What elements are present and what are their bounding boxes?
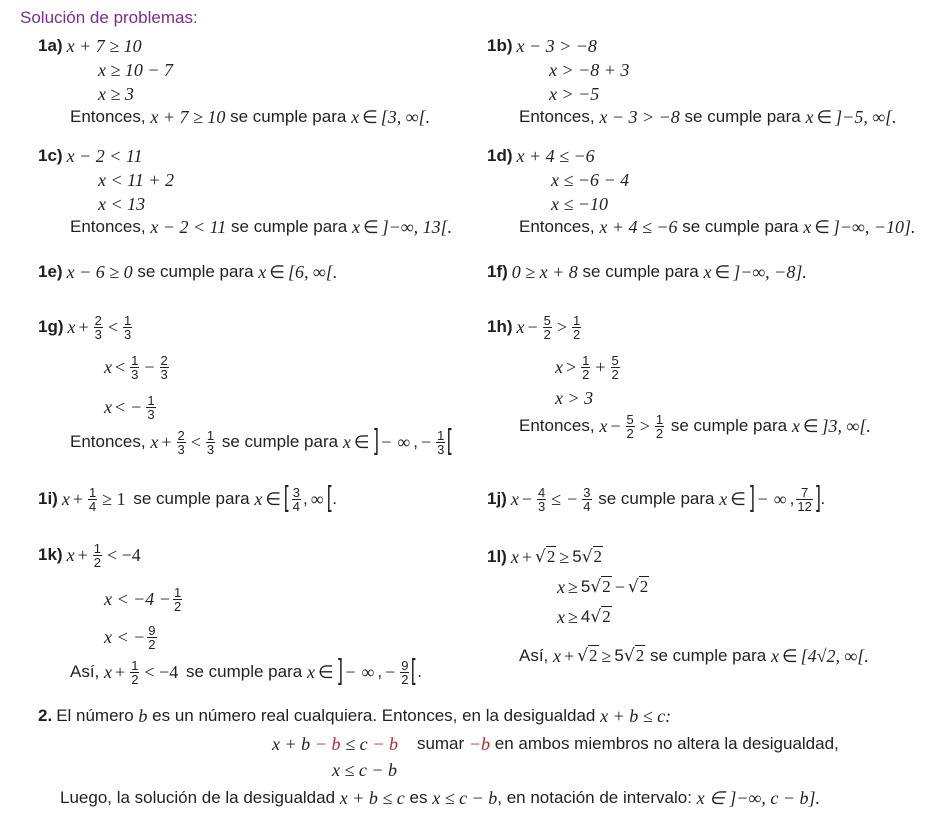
problem-1f (487, 262, 807, 282)
problem-1h-line-2: x > $\frac{1}{2}$ + $\frac{5}{2}$ (555, 352, 619, 382)
interval: ]−5, ∞[. (835, 107, 897, 127)
interval: [6, ∞[. (287, 262, 338, 282)
problem-label: 1k) (38, 545, 63, 564)
word-cumple: se cumple para (670, 416, 788, 435)
element-of: ∈ (714, 262, 731, 282)
math-expression: x + 7 ≥ 10 (66, 36, 142, 56)
problem-2-step-2: x ≤ c − b (332, 760, 398, 780)
math-x: x (805, 107, 814, 127)
math-x: x (703, 262, 712, 282)
element-of: ∈ (814, 217, 830, 237)
fraction: $\frac{3}{4}$ (583, 484, 591, 514)
problem-1g-line-3: x < − $\frac{1}{3}$ (104, 392, 155, 422)
problem-1c-line-3: x < 13 (98, 194, 146, 214)
fraction: $\frac{1}{2}$ (131, 657, 139, 687)
fraction: $\frac{5}{2}$ (611, 352, 619, 382)
word-cumple: se cumple para (231, 217, 348, 236)
fraction: $\frac{1}{2}$ (655, 411, 664, 441)
fraction: $\frac{2}{3}$ (177, 427, 185, 457)
word-entonces: Entonces, (519, 416, 595, 435)
problem-1l-conclusion: Así, x + √ 2 ≥ 5 √ 2 se cumple para x ∈ [4√2, ∞[. (519, 645, 869, 666)
math-expression: x + 4 ≤ −6 (599, 217, 678, 237)
problem-1a-conclusion (70, 107, 430, 127)
problem-1c-line-2: x < 11 + 2 (98, 170, 174, 190)
element-of: ∈ (363, 217, 379, 237)
problem-1l-line-3: x ≥ 4 √ 2 (557, 606, 611, 627)
element-of: ∈ (362, 107, 378, 127)
math-expression: x − 3 > −8 (516, 36, 597, 56)
word-cumple: se cumple para (684, 107, 801, 126)
problem-label: 2. (38, 706, 53, 725)
word-cumple: se cumple para (649, 645, 767, 665)
fraction: $\frac{1}{2}$ (173, 584, 182, 614)
fraction: $\frac{9}{2}$ (401, 657, 409, 687)
fraction: $\frac{2}{3}$ (160, 352, 168, 382)
problem-1b-line-3: x > −5 (549, 84, 600, 104)
problem-1c-conclusion (70, 217, 452, 237)
problem-1d-conclusion (519, 217, 916, 237)
problem-1b-line-1 (487, 36, 597, 56)
word-cumple: se cumple para (133, 489, 250, 508)
math-x: x (351, 107, 360, 127)
problem-1a-line-1 (38, 36, 142, 56)
fraction: $\frac{1}{4}$ (89, 484, 97, 514)
element-of: ∈ (816, 107, 833, 127)
interval: [4√2, ∞[. (800, 645, 869, 666)
problem-label: 1c) (38, 146, 63, 165)
word-cumple: se cumple para (682, 217, 799, 236)
word-cumple: se cumple para (221, 432, 339, 451)
problem-1a-line-2: x ≥ 10 − 7 (98, 60, 174, 80)
problem-1g-line-2: x < $\frac{1}{3}$ − $\frac{2}{3}$ (104, 352, 168, 382)
interval: ]−∞, 13[. (381, 217, 453, 237)
math-x: x (803, 217, 812, 237)
problem-label: 1l) (487, 546, 507, 566)
math-x: x (352, 217, 360, 237)
problem-label: 1h) (487, 317, 513, 336)
problem-1e (38, 262, 337, 282)
problem-1d-line-3: x ≤ −10 (551, 194, 609, 214)
fraction: $\frac{5}{2}$ (543, 312, 551, 342)
problem-label: 1e) (38, 262, 63, 281)
math-expression: x − 3 > −8 (599, 107, 680, 127)
problem-label: 1a) (38, 36, 63, 55)
problem-label: 1j) (487, 489, 507, 508)
word-entonces: Entonces, (519, 107, 595, 126)
math-expression: x + 7 ≥ 10 (150, 107, 226, 127)
fraction: $\frac{1}{2}$ (573, 312, 581, 342)
problem-1d-line-1 (487, 146, 595, 166)
fraction: $\frac{1}{3}$ (206, 427, 215, 457)
word-asi: Así, (70, 662, 100, 681)
interval: [3, ∞[. (380, 107, 431, 127)
math-expression: x − 2 < 11 (66, 146, 143, 166)
problem-1j: 1j) x − $\frac{4}{3}$ ≤ − $\frac{3}{4}$ se cumple para x ∈ ] − ∞ , $\frac{7}{12}$ ] . (487, 481, 826, 516)
fraction: $\frac{7}{12}$ (797, 484, 812, 514)
math-expression: 0 ≥ x + 8 (511, 262, 578, 282)
word-entonces: Entonces, (70, 432, 146, 451)
math-expression: x + 4 ≤ −6 (516, 146, 595, 166)
problem-2-intro: 2. El número b es un número real cualquiera. Entonces, en la desigualdad x + b ≤ c: (38, 706, 672, 726)
fraction: $\frac{9}{2}$ (148, 622, 156, 652)
word-cumple: se cumple para (230, 107, 347, 126)
word-entonces: Entonces, (519, 217, 595, 236)
fraction: $\frac{1}{3}$ (147, 392, 155, 422)
fraction: $\frac{1}{2}$ (93, 540, 101, 570)
word-cumple: se cumple para (137, 262, 254, 281)
problem-1a-line-3: x ≥ 3 (98, 84, 134, 104)
problem-1b-conclusion (519, 107, 897, 127)
fraction: $\frac{4}{3}$ (538, 484, 546, 514)
word-entonces: Entonces, (70, 107, 146, 126)
fraction: $\frac{3}{4}$ (292, 484, 300, 514)
problem-label: 1b) (487, 36, 513, 55)
problem-1k-line-3: x < − $\frac{9}{2}$ (104, 622, 156, 652)
word-asi: Así, (519, 645, 549, 665)
problem-label: 1f) (487, 262, 508, 281)
fraction: $\frac{5}{2}$ (626, 411, 634, 441)
problem-1k-conclusion: Así, x + $\frac{1}{2}$ < −4 se cumple para x ∈ ] − ∞ , − $\frac{9}{2}$ [ . (70, 654, 422, 689)
problem-1g-conclusion: Entonces, x + $\frac{2}{3}$ < $\frac{1}{3}$ se cumple para x ∈ ] − ∞ , − $\frac{1}{3}$ [ (70, 424, 454, 459)
word-cumple: se cumple para (598, 489, 715, 508)
math-expression: x − 6 ≥ 0 (66, 262, 133, 282)
interval: ]3, ∞[. (821, 416, 871, 436)
fraction: $\frac{1}{3}$ (131, 352, 139, 382)
fraction: $\frac{1}{2}$ (582, 352, 590, 382)
problem-1l-line-2: x ≥ 5 √ 2 − √ 2 (557, 576, 649, 597)
problem-1d-line-2: x ≤ −6 − 4 (551, 170, 630, 190)
problem-1h-line-3: x > 3 (555, 388, 594, 408)
problem-2-conclusion: Luego, la solución de la desigualdad x + b ≤ c es x ≤ c − b , en notación de intervalo: x ∈ ]−∞, c − b]. (60, 788, 820, 808)
word-entonces: Entonces, (70, 217, 146, 236)
fraction: $\frac{1}{3}$ (437, 427, 445, 457)
problem-1b-line-2: x > −8 + 3 (549, 60, 630, 80)
element-of: ∈ (269, 262, 285, 282)
problem-1g-line-1: 1g) x + $\frac{2}{3}$ < $\frac{1}{3}$ (38, 312, 132, 342)
interval: ]−∞, −8]. (733, 262, 807, 282)
word-cumple: se cumple para (582, 262, 699, 281)
problem-1h-conclusion: Entonces, x − $\frac{5}{2}$ > $\frac{1}{2}$ se cumple para x ∈ ]3, ∞[. (519, 411, 871, 441)
problem-1c-line-1 (38, 146, 143, 166)
problem-2-step-1: x + b − b ≤ c − b sumar −b en ambos miembros no altera la desigualdad, (272, 734, 839, 754)
problem-label: 1d) (487, 146, 513, 165)
word-cumple: se cumple para (185, 662, 303, 681)
section-title: Solución de problemas: (20, 8, 198, 27)
math-expression: x − 2 < 11 (150, 217, 227, 237)
problem-label: 1i) (38, 489, 58, 508)
problem-1i: 1i) x + $\frac{1}{4}$ ≥ 1 se cumple para x ∈ [ $\frac{3}{4}$ , ∞ [ . (38, 481, 337, 516)
math-x: x (258, 262, 267, 282)
fraction: $\frac{2}{3}$ (94, 312, 102, 342)
problem-1l-line-1: 1l) x + √ 2 ≥ 5 √ 2 (487, 546, 603, 567)
interval: ]−∞, −10]. (832, 217, 916, 237)
problem-1h-line-1: 1h) x − $\frac{5}{2}$ > $\frac{1}{2}$ (487, 312, 581, 342)
problem-1k-line-1: 1k) x + $\frac{1}{2}$ < −4 (38, 540, 141, 570)
problem-1k-line-2: x < −4 − $\frac{1}{2}$ (104, 584, 182, 614)
problem-label: 1g) (38, 317, 64, 336)
fraction: $\frac{1}{3}$ (124, 312, 132, 342)
